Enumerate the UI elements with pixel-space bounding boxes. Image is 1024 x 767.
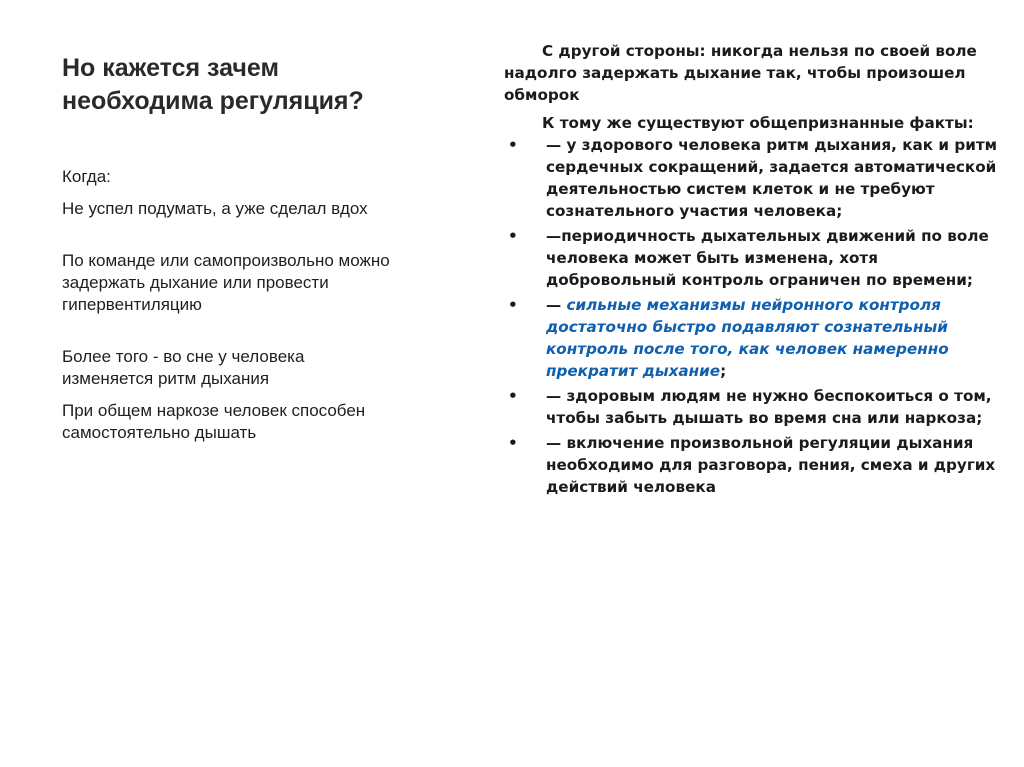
left-paragraph-anesthesia: При общем наркозе человек способен самостоятельно дышать (62, 401, 366, 442)
right-text-block (504, 40, 1004, 501)
facts-heading: К тому же существуют общепризнанные факты: (542, 114, 974, 132)
list-item-prefix: — (546, 296, 567, 314)
list-item-text: — у здорового человека ритм дыхания, как и ритм сердечных сокращений, задается автоматической деятельностью систем клеток и не требуют сознательного участия человека; (546, 136, 998, 220)
right-intro: С другой стороны: никогда нельзя по своей воле надолго задержать дыхание так, чтобы произошел обморок (504, 42, 977, 104)
slide-title: Но кажется зачем необходима регуляция? (62, 54, 364, 115)
highlighted-text: сильные механизмы нейронного контроля достаточно быстро подавляют сознательный контроль после того, как человек намеренно прекратит дыхание (546, 296, 949, 380)
bullet-icon: • (508, 227, 518, 245)
bullet-icon: • (508, 296, 518, 314)
left-text-block (62, 166, 392, 444)
list-item (504, 385, 1004, 429)
list-item-suffix: ; (720, 362, 727, 380)
list-item (504, 225, 1004, 291)
list-item (504, 294, 1004, 382)
bullet-icon: • (508, 387, 518, 405)
left-paragraph-command: По команде или самопроизвольно можно задержать дыхание или провести гипервентиляцию (62, 251, 390, 314)
list-item (504, 432, 1004, 498)
list-item-text: — здоровым людям не нужно беспокоиться о том, чтобы забыть дышать во время сна или наркоза; (546, 387, 992, 427)
left-paragraph-inhale: Не успел подумать, а уже сделал вдох (62, 199, 368, 218)
left-paragraph-sleep: Более того - во сне у человека изменяется ритм дыхания (62, 347, 305, 388)
list-item-text: —периодичность дыхательных движений по воле человека может быть изменена, хотя добровольный контроль ограничен по времени; (546, 227, 989, 289)
left-paragraph-when: Когда: (62, 167, 111, 186)
bullet-icon: • (508, 434, 518, 452)
list-item-text: — включение произвольной регуляции дыхания необходимо для разговора, пения, смеха и других действий человека (546, 434, 996, 496)
facts-list (504, 134, 1004, 498)
bullet-icon: • (508, 136, 518, 154)
list-item (504, 134, 1004, 222)
